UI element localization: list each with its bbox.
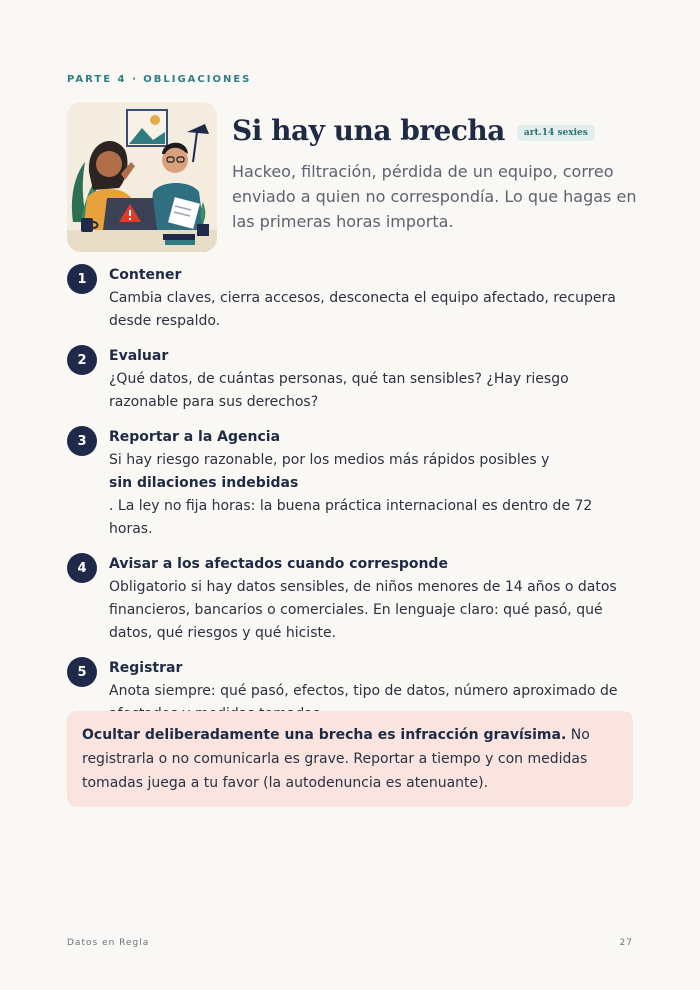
illustration-icon	[67, 102, 217, 252]
intro-text: Hackeo, filtración, pérdida de un equipo, correo enviado a quien no correspondía. Lo que hagas en las primeras horas importa.	[232, 162, 637, 231]
step-body-post: . La ley no fija horas: la buena práctica internacional es dentro de 72 horas.	[109, 498, 593, 537]
title-row	[232, 114, 595, 147]
footer-page-number: 27	[619, 938, 633, 948]
footer-book-title: Datos en Regla	[67, 938, 150, 948]
page-title: Si hay una brecha	[232, 114, 505, 147]
step-title: Contener	[109, 267, 182, 283]
callout-emphasis: Ocultar deliberadamente una brecha es infracción gravísima.	[82, 727, 567, 743]
step-body-pre: Si hay riesgo razonable, por los medios más rápidos posibles y	[109, 452, 550, 468]
steps-list	[67, 264, 637, 738]
step-body	[109, 449, 637, 541]
step-title: Registrar	[109, 660, 183, 676]
step-number: 2	[67, 345, 97, 375]
step-number: 5	[67, 657, 97, 687]
step-item	[67, 426, 637, 541]
step-body: ¿Qué datos, de cuántas personas, qué tan sensibles? ¿Hay riesgo razonable para sus derechos?	[109, 371, 569, 410]
warning-callout	[67, 711, 633, 807]
step-title: Avisar a los afectados cuando corresponde	[109, 556, 448, 572]
callout-text: No registrarla o no comunicarla es grave. Reportar a tiempo y con medidas tomadas juega a tu favor (la autodenuncia es atenuante).	[82, 727, 590, 791]
step-item	[67, 553, 637, 645]
step-body: Anota siempre: qué pasó, efectos, tipo de datos, número aproximado de	[109, 683, 618, 699]
step-number: 3	[67, 426, 97, 456]
breach-alert-illustration	[67, 102, 217, 252]
step-item	[67, 345, 637, 414]
step-title: Reportar a la Agencia	[109, 429, 281, 445]
step-body-emphasis: sin dilaciones indebidas	[109, 475, 299, 491]
section-label: PARTE 4 · OBLIGACIONES	[67, 74, 252, 85]
step-body: Cambia claves, cierra accesos, desconecta el equipo afectado, recupera desde respaldo.	[109, 290, 616, 329]
step-title: Evaluar	[109, 348, 169, 364]
step-number: 1	[67, 264, 97, 294]
step-item	[67, 264, 637, 333]
step-body: Obligatorio si hay datos sensibles, de niños menores de 14 años o datos financieros, bancarios o comerciales. En lenguaje claro: qué pasó, qué datos, qué riesgos y qué hiciste.	[109, 579, 617, 641]
step-number: 4	[67, 553, 97, 583]
article-badge: art.14 sexies	[517, 125, 595, 141]
